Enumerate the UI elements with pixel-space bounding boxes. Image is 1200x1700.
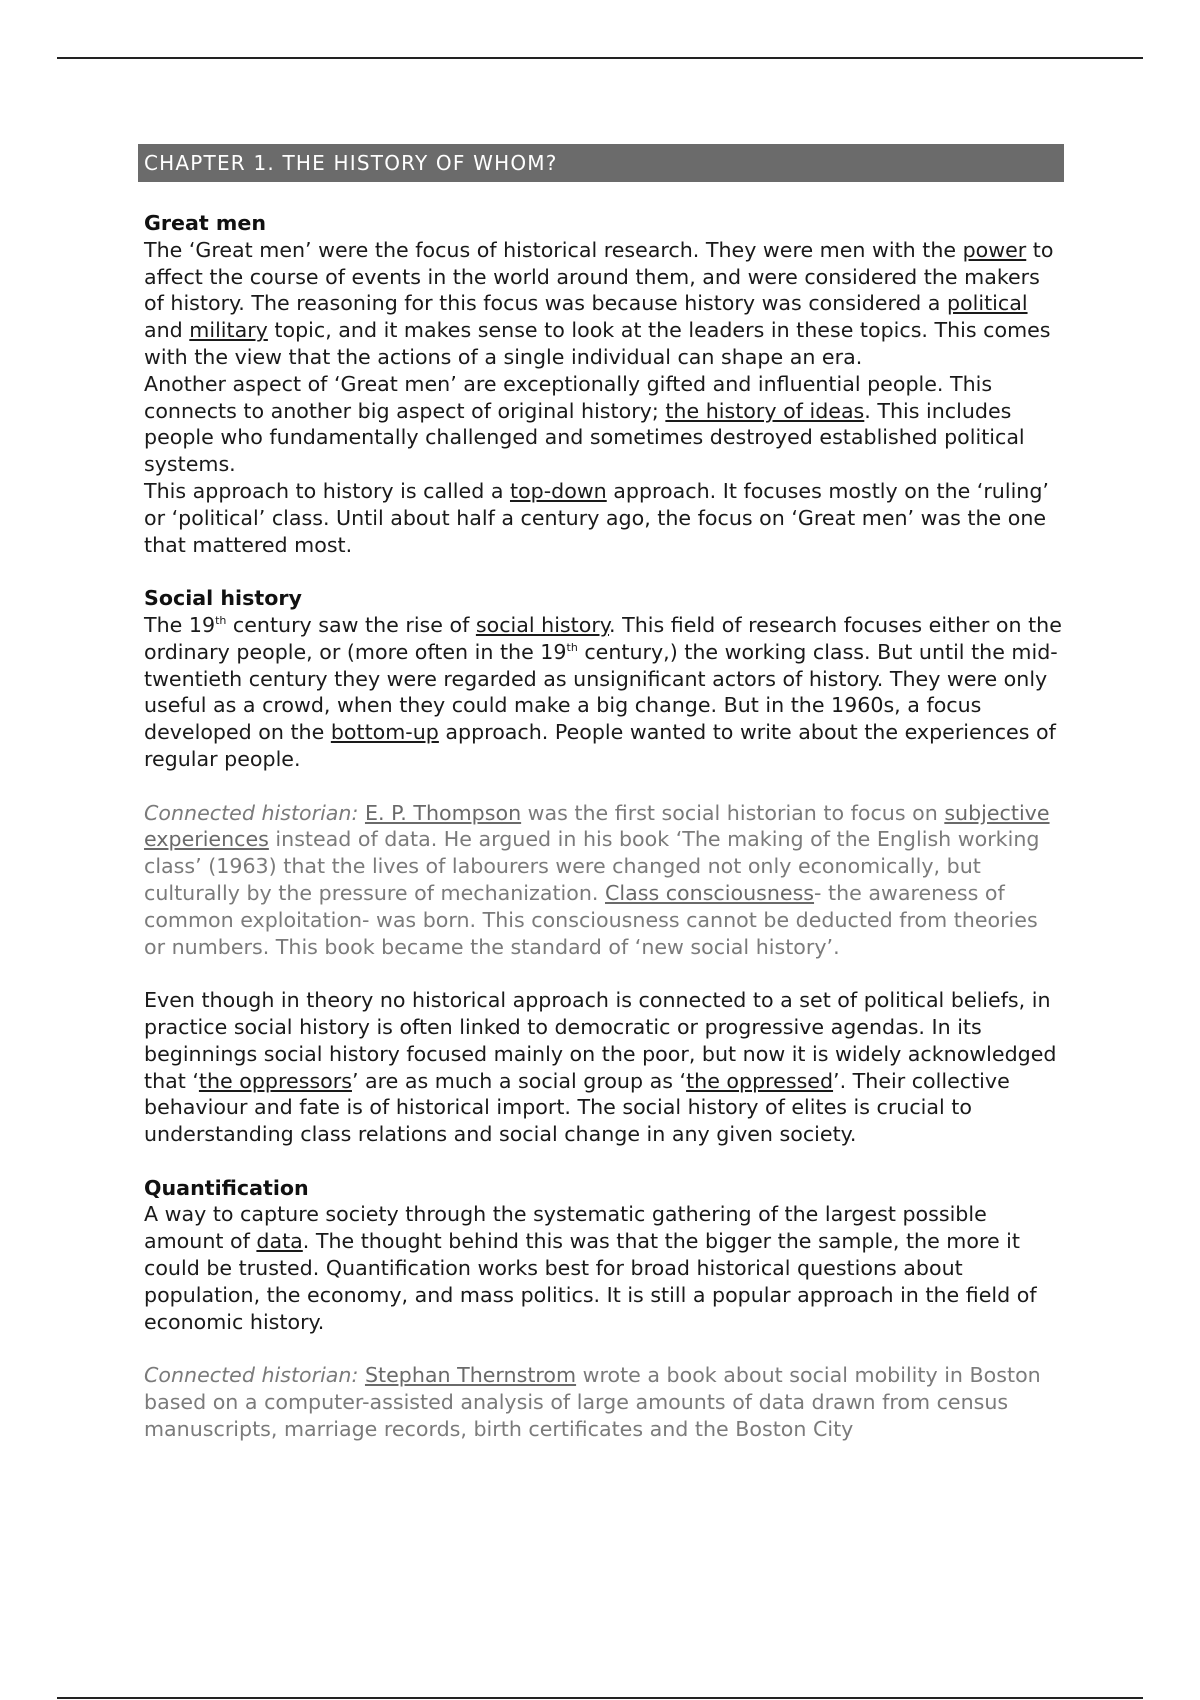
paragraph xyxy=(144,371,1064,478)
spacer xyxy=(144,960,1064,987)
underlined-term: the oppressed xyxy=(686,1068,834,1093)
connected-historian-label: Connected historian: xyxy=(144,800,359,825)
top-rule xyxy=(57,57,1143,59)
text-run: . The thought behind this was that the bigger the sample, the more it could be trusted. Quantification works best for broad historical questions about population, the economy, and mass politics. It is still a popular approach in the field of economic history. xyxy=(144,1229,1037,1334)
text-run: The 19 xyxy=(144,612,216,637)
underlined-term: military xyxy=(189,318,268,343)
paragraph xyxy=(144,612,1064,773)
superscript: th xyxy=(566,640,578,654)
text-run: approach. People wanted to write about the experiences of regular people. xyxy=(144,720,1056,771)
connected-historian-note xyxy=(144,1362,1064,1442)
paragraph xyxy=(144,1201,1064,1335)
page-content xyxy=(138,144,1064,1443)
underlined-term: top-down xyxy=(509,478,607,503)
text-run: The ‘Great men’ were the focus of historical research. They were men with the xyxy=(144,237,963,262)
text-run: was the first social historian to focus on xyxy=(521,800,945,825)
text-run: century saw the rise of xyxy=(226,612,476,637)
section-heading-great-men: Great men xyxy=(144,211,267,235)
chapter-title: CHAPTER 1. THE HISTORY OF WHOM? xyxy=(138,144,1064,182)
text-run: approach. It focuses mostly on the ‘ruling’ or ‘political’ class. Until about half a century ago, the focus on ‘Great men’ was the one that mattered most. xyxy=(144,478,1049,557)
text-run: topic, and it makes sense to look at the leaders in these topics. This comes with the view that the actions of a single individual can shape an era. xyxy=(144,318,1051,369)
paragraph xyxy=(144,237,1064,371)
underlined-term: the history of ideas xyxy=(665,398,865,423)
bottom-rule xyxy=(57,1697,1143,1699)
text-run: This approach to history is called a xyxy=(144,478,510,503)
underlined-term: the oppressors xyxy=(198,1068,352,1093)
text-run: Even though in theory no historical approach is connected to a set of political beliefs, in practice social history is often linked to democratic or progressive agendas. In its beginnings social history focused mainly on the poor, but now it is widely acknowledged that ‘ xyxy=(144,988,1057,1093)
text-run: - the awareness of common exploitation- was born. This consciousness cannot be deducted from theories or numbers. This book became the standard of ‘new social history’. xyxy=(144,880,1038,959)
underlined-term: Class consciousness xyxy=(605,880,815,905)
text-run: to affect the course of events in the world around them, and were considered the makers of history. The reasoning for this focus was because history was considered a xyxy=(144,237,1054,316)
superscript: th xyxy=(215,613,227,627)
connected-historian-label: Connected historian: xyxy=(144,1363,359,1388)
historian-name: E. P. Thompson xyxy=(364,800,522,825)
paragraph xyxy=(144,987,1064,1148)
section-great-men xyxy=(138,210,1064,1443)
underlined-term: subjective experiences xyxy=(144,800,1050,852)
text-run: ’ are as much a social group as ‘ xyxy=(351,1068,687,1093)
text-run: wrote a book about social mobility in Boston based on a computer-assisted analysis of large amounts of data drawn from census manuscripts, marriage records, birth certificates and the Boston City xyxy=(144,1363,1041,1441)
text-run: century,) the working class. But until the mid-twentieth century they were regarded as unsignificant actors of history. They were only useful as a crowd, when they could make a big change. But in the 1960s, a focus developed on the xyxy=(144,639,1058,745)
text-run: . This includes people who fundamentally challenged and sometimes destroyed established political systems. xyxy=(144,398,1025,477)
text-run: ’. Their collective behaviour and fate is of historical import. The social history of elites is crucial to understanding class relations and social change in any given society. xyxy=(144,1068,1010,1147)
section-heading-quantification: Quantification xyxy=(144,1175,309,1200)
underlined-term: social history xyxy=(475,612,610,637)
section-heading-social-history: Social history xyxy=(144,586,302,611)
underlined-term: power xyxy=(962,237,1027,262)
spacer xyxy=(144,773,1064,800)
underlined-term: bottom-up xyxy=(330,720,439,745)
spacer xyxy=(144,1335,1064,1362)
paragraph xyxy=(144,478,1064,558)
connected-historian-note xyxy=(144,800,1064,961)
historian-name: Stephan Thernstrom xyxy=(364,1363,577,1388)
text-run: A way to capture society through the systematic gathering of the largest possible amount of xyxy=(144,1202,987,1254)
text-run: . This field of research focuses either on the ordinary people, or (more often in the 19 xyxy=(144,612,1062,664)
text-run: and xyxy=(144,318,190,343)
spacer xyxy=(144,1148,1064,1175)
spacer xyxy=(144,558,1064,585)
text-run: Another aspect of ‘Great men’ are exceptionally gifted and influential people. This connects to another big aspect of original history; xyxy=(144,371,993,423)
underlined-term: data xyxy=(256,1229,303,1254)
underlined-term: political xyxy=(946,291,1028,316)
text-run: instead of data. He argued in his book ‘The making of the English working class’ (1963) that the lives of labourers were changed not only economically, but culturally by the pressure of mechanization. xyxy=(144,827,1040,905)
